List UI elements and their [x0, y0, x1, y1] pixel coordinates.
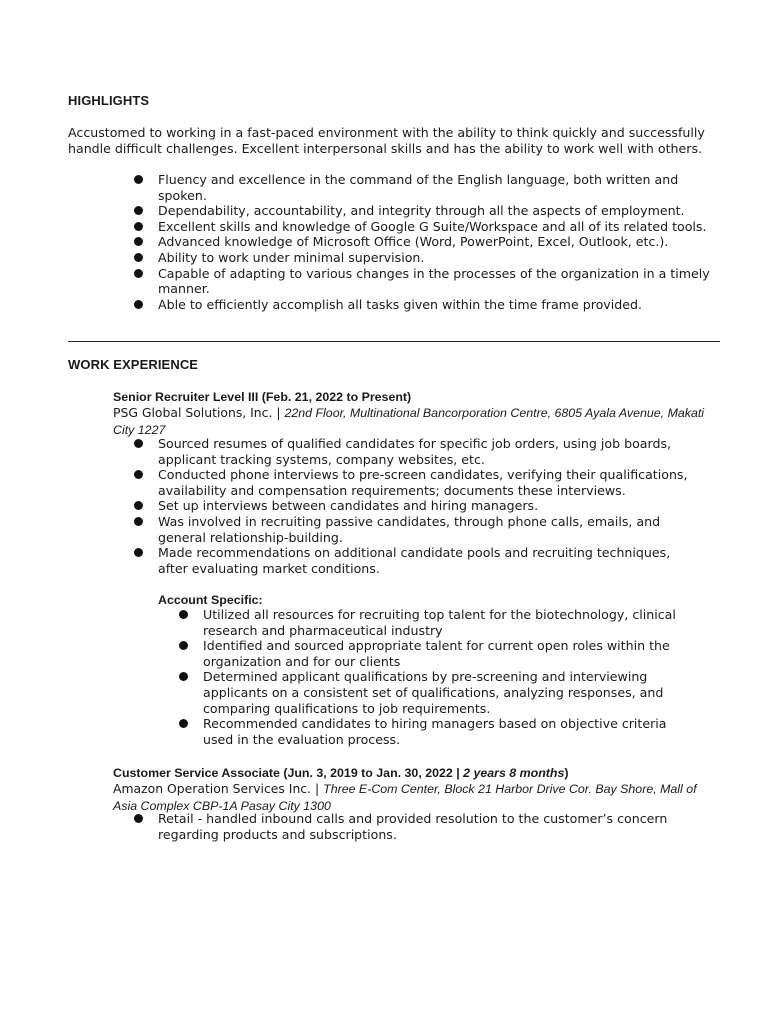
work-experience-heading: WORK EXPERIENCE: [68, 357, 199, 372]
bullet-icon: [179, 672, 188, 681]
company-name: PSG Global Solutions, Inc. |: [113, 405, 285, 420]
job-duties-list: [158, 436, 698, 576]
bullet-icon: [179, 610, 188, 619]
list-item: Excellent skills and knowledge of Google G Suite/Workspace and all of its related tools.: [158, 219, 718, 235]
account-specific-heading: Account Specific:: [158, 593, 263, 607]
list-item: Made recommendations on additional candidate pools and recruiting techniques, after evaluating market conditions.: [158, 545, 698, 576]
highlights-heading: HIGHLIGHTS: [68, 93, 150, 108]
bullet-icon: [134, 814, 143, 823]
bullet-icon: [134, 548, 143, 557]
job-duration: 2 years 8 months: [463, 766, 565, 780]
company-name: Amazon Operation Services Inc. |: [113, 781, 324, 796]
bullet-icon: [134, 470, 143, 479]
bullet-icon: [134, 501, 143, 510]
bullet-icon: [134, 269, 143, 278]
list-item: Determined applicant qualifications by pre-screening and interviewing applicants on a consistent set of qualifications, analyzing responses, and comparing qualifications to job requirements.: [203, 669, 683, 716]
bullet-icon: [179, 719, 188, 728]
list-item: Sourced resumes of qualified candidates for specific job orders, using job boards, applicant tracking systems, company websites, etc.: [158, 436, 698, 467]
bullet-icon: [134, 300, 143, 309]
job-title-text: Customer Service Associate (Jun. 3, 2019 to Jan. 30, 2022 |: [113, 766, 464, 780]
section-divider: [68, 341, 720, 342]
highlights-list: [158, 172, 718, 312]
company-address: Three E-Com Center, Block 21 Harbor Drive Cor. Bay Shore, Mall of Asia Complex CBP-1A Pasay City 1300: [113, 782, 697, 813]
job-company: [113, 781, 713, 814]
bullet-icon: [134, 175, 143, 184]
list-item: Advanced knowledge of Microsoft Office (Word, PowerPoint, Excel, Outlook, etc.).: [158, 234, 718, 250]
bullet-icon: [134, 222, 143, 231]
job-title: Senior Recruiter Level III (Feb. 21, 2022 to Present): [113, 390, 412, 404]
list-item: Utilized all resources for recruiting top talent for the biotechnology, clinical research and pharmaceutical industry: [203, 607, 683, 638]
list-item: Dependability, accountability, and integrity through all the aspects of employment.: [158, 203, 718, 219]
job-title-close: ): [564, 766, 569, 780]
list-item: Identified and sourced appropriate talent for current open roles within the organization and for our clients: [203, 638, 683, 669]
bullet-icon: [179, 641, 188, 650]
job-duties-list: [158, 811, 678, 842]
account-specific-list: [203, 607, 683, 747]
list-item: Recommended candidates to hiring managers based on objective criteria used in the evaluation process.: [203, 716, 683, 747]
job-company: [113, 405, 713, 438]
list-item: Was involved in recruiting passive candidates, through phone calls, emails, and general relationship-building.: [158, 514, 698, 545]
list-item: Conducted phone interviews to pre-screen candidates, verifying their qualifications, availability and compensation requirements; documents these interviews.: [158, 467, 698, 498]
highlights-intro: Accustomed to working in a fast-paced environment with the ability to think quickly and successfully handle difficult challenges. Excellent interpersonal skills and has the ability to work well with others.: [68, 125, 705, 156]
list-item: Fluency and excellence in the command of the English language, both written and spoken.: [158, 172, 718, 203]
list-item: Set up interviews between candidates and hiring managers.: [158, 498, 698, 514]
list-item: Retail - handled inbound calls and provided resolution to the customer’s concern regarding products and subscriptions.: [158, 811, 678, 842]
bullet-icon: [134, 253, 143, 262]
bullet-icon: [134, 439, 143, 448]
bullet-icon: [134, 237, 143, 246]
bullet-icon: [134, 517, 143, 526]
list-item: Ability to work under minimal supervision.: [158, 250, 718, 266]
list-item: Able to efficiently accomplish all tasks given within the time frame provided.: [158, 297, 718, 313]
company-address: 22nd Floor, Multinational Bancorporation Centre, 6805 Ayala Avenue, Makati City 1227: [113, 406, 705, 437]
list-item: Capable of adapting to various changes in the processes of the organization in a timely manner.: [158, 266, 718, 297]
job-title: [113, 766, 569, 781]
bullet-icon: [134, 206, 143, 215]
